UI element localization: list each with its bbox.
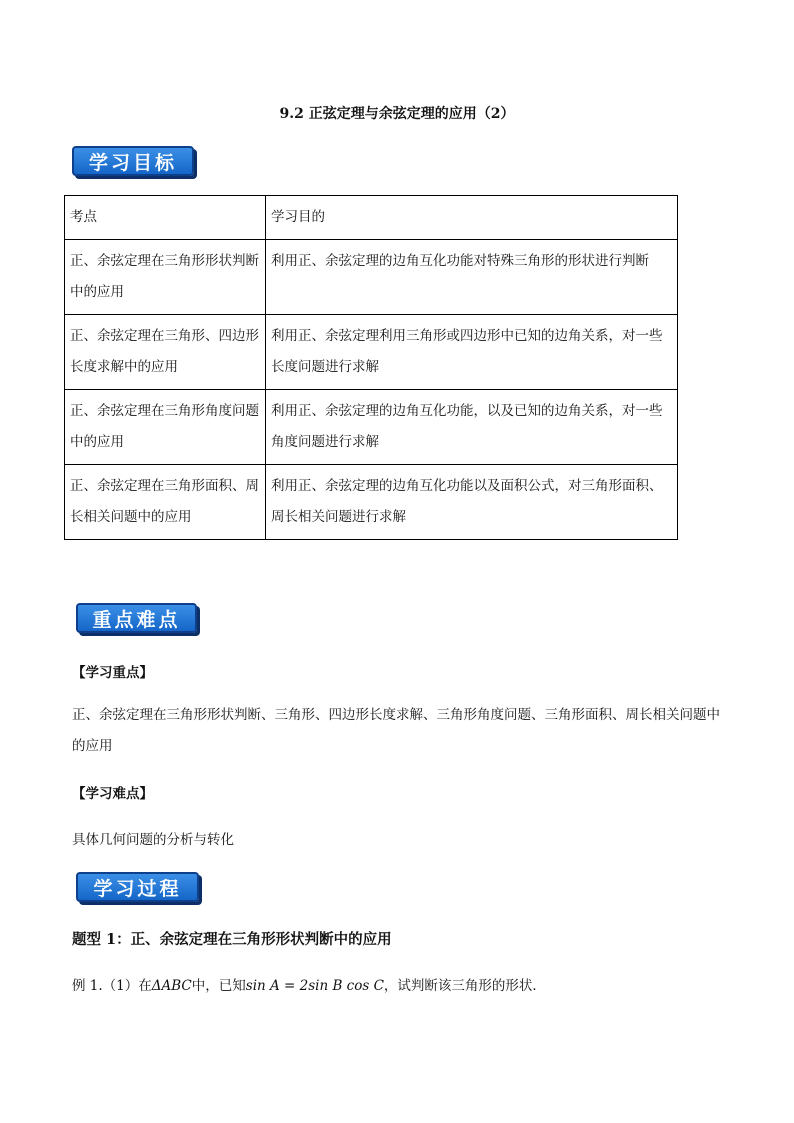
table-cell-goal: 利用正、余弦定理的边角互化功能，以及已知的边角关系，对一些角度问题进行求解 <box>266 390 678 465</box>
table-row <box>65 240 678 315</box>
table-cell-goal: 利用正、余弦定理的边角互化功能以及面积公式，对三角形面积、周长相关问题进行求解 <box>266 465 678 540</box>
goals-table <box>64 195 678 540</box>
page-title: 9.2 正弦定理与余弦定理的应用（2） <box>279 106 515 122</box>
table-cell-topic: 正、余弦定理在三角形、四边形长度求解中的应用 <box>65 315 266 390</box>
example-mid: 中，已知 <box>191 978 246 994</box>
section-badge-key-points: 重点难点 <box>76 603 197 633</box>
table-cell-topic: 正、余弦定理在三角形形状判断中的应用 <box>65 240 266 315</box>
difficulty-text: 具体几何问题的分析与转化 <box>72 832 234 848</box>
table-cell-topic: 正、余弦定理在三角形角度问题中的应用 <box>65 390 266 465</box>
table-cell-goal: 利用正、余弦定理利用三角形或四边形中已知的边角关系，对一些长度问题进行求解 <box>266 315 678 390</box>
table-row <box>65 315 678 390</box>
table-cell-topic: 正、余弦定理在三角形面积、周长相关问题中的应用 <box>65 465 266 540</box>
example-prefix: 例 1.（1）在 <box>72 978 152 994</box>
question-type-heading: 题型 1：正、余弦定理在三角形形状判断中的应用 <box>72 931 392 948</box>
section-badge-goals: 学习目标 <box>72 146 194 176</box>
table-row <box>65 390 678 465</box>
table-header-topic: 考点 <box>65 196 266 240</box>
table-cell-goal: 利用正、余弦定理的边角互化功能对特殊三角形的形状进行判断 <box>266 240 678 315</box>
difficulty-heading: 【学习难点】 <box>72 786 153 802</box>
table-header-row <box>65 196 678 240</box>
example-suffix: ，试判断该三角形的形状． <box>383 978 546 994</box>
section-badge-process: 学习过程 <box>76 872 199 902</box>
key-focus-text: 正、余弦定理在三角形形状判断、三角形、四边形长度求解、三角形角度问题、三角形面积、周长相关问题中的应用 <box>72 707 720 754</box>
key-focus-heading: 【学习重点】 <box>72 665 153 681</box>
triangle-symbol: ΔABC <box>151 978 192 994</box>
table-header-goal: 学习目的 <box>266 196 678 240</box>
example-equation: sin A = 2sin B cos C <box>245 978 384 994</box>
example-1 <box>72 974 732 994</box>
table-row <box>65 465 678 540</box>
